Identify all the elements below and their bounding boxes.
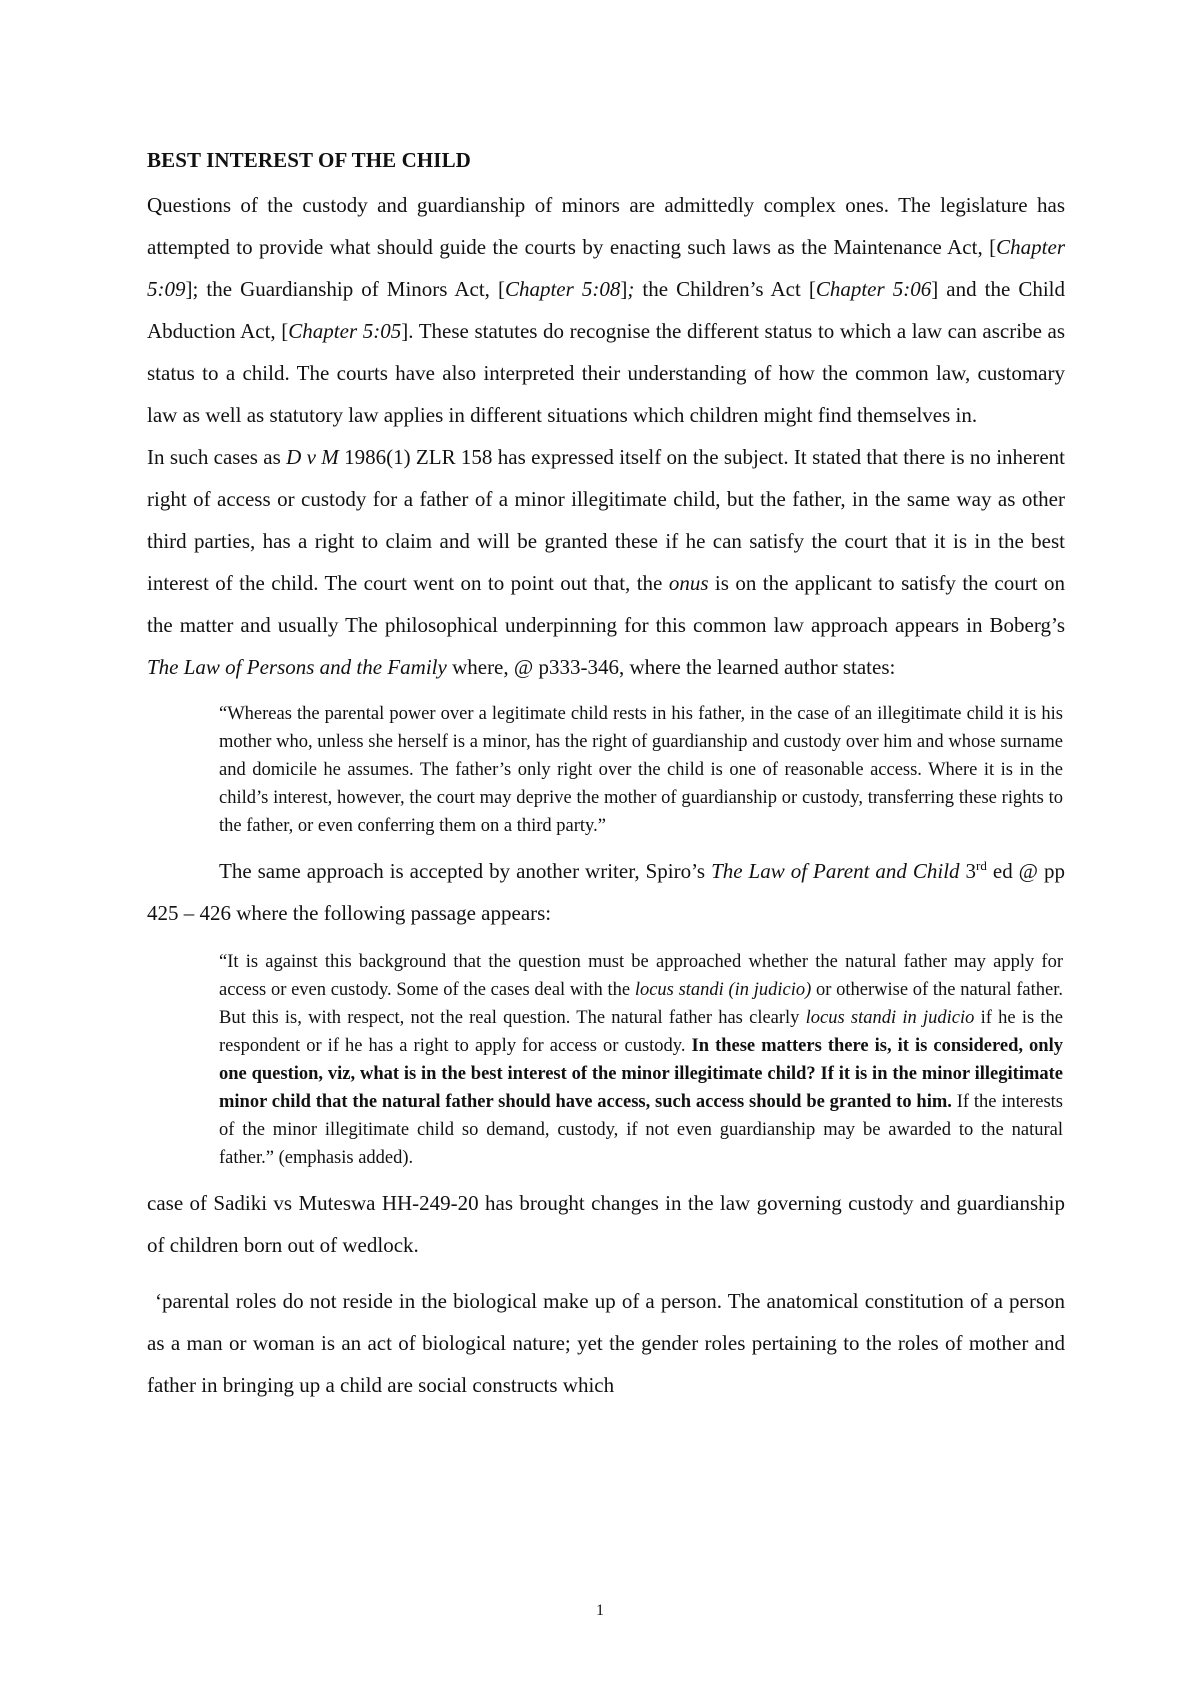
document-heading: BEST INTEREST OF THE CHILD: [147, 148, 471, 172]
paragraph-sadiki-case: case of Sadiki vs Muteswa HH-249-20 has brought changes in the law governing custody and guardianship of children born out of wedlock.: [147, 1191, 1065, 1257]
document-page: [147, 148, 1065, 1406]
paragraph-spiro: The same approach is accepted by another writer, Spiro’s The Law of Parent and Child 3rd ed @ pp 425 – 426 where the following passage appears:: [147, 858, 1065, 925]
blockquote-boberg: “Whereas the parental power over a legitimate child rests in his father, in the case of an illegitimate child it is his mother who, unless she herself is a minor, has the right of guardianship and custody over him and whose surname and domicile he assumes. The father’s only right over the child is one of reasonable access. Where it is in the child’s interest, however, the court may deprive the mother of guardianship or custody, transferring these rights to the father, or even conferring them on a third party.”: [219, 704, 1063, 836]
paragraph-parental-roles: ‘parental roles do not reside in the biological make up of a person. The anatomical constitution of a person as a man or woman is an act of biological nature; yet the gender roles pertaining to the roles of mother and father in bringing up a child are social constructs which: [147, 1289, 1065, 1397]
page-number: 1: [596, 1602, 604, 1619]
paragraph-statutes: Questions of the custody and guardianship of minors are admittedly complex ones. The legislature has attempted to provide what should guide the courts by enacting such laws as the Maintenance Act, [Chapter 5:09]; the Guardianship of Minors Act, [Chapter 5:08]; the Children’s Act [Chapter 5:06] and the Child Abduction Act, [Chapter 5:05]. These statutes do recognise the different status to which a law can ascribe as status to a child. The courts have also interpreted their understanding of how the common law, customary law as well as statutory law applies in different situations which children might find themselves in.: [147, 193, 1065, 427]
paragraph-case-d-v-m: In such cases as D v M 1986(1) ZLR 158 has expressed itself on the subject. It stated that there is no inherent right of access or custody for a father of a minor illegitimate child, but the father, in the same way as other third parties, has a right to claim and will be granted these if he can satisfy the court that it is in the best interest of the child. The court went on to point out that, the onus is on the applicant to satisfy the court on the matter and usually The philosophical underpinning for this common law approach appears in Boberg’s The Law of Persons and the Family where, @ p333-346, where the learned author states:: [147, 445, 1065, 679]
blockquote-spiro: “It is against this background that the question must be approached whether the natural father may apply for access or even custody. Some of the cases deal with the locus standi (in judicio) or otherwise of the natural father. But this is, with respect, not the real question. The natural father has clearly locus standi in judicio if he is the respondent or if he has a right to apply for access or custody. In these matters there is, it is considered, only one question, viz, what is in the best interest of the minor illegitimate child? If it is in the minor illegitimate minor child that the natural father should have access, such access should be granted to him. If the interests of the minor illegitimate child so demand, custody, if not even guardianship may be awarded to the natural father.” (emphasis added).: [219, 952, 1063, 1168]
